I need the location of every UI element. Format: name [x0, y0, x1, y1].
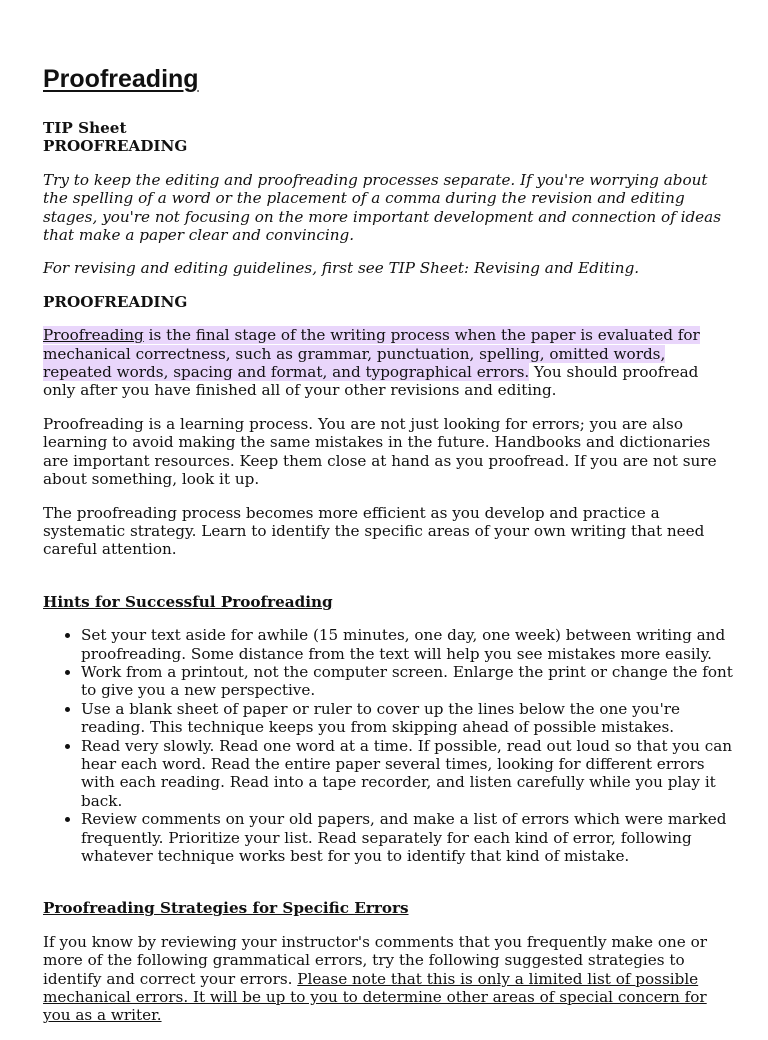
- definition-highlighted-text: is the final stage of the writing process when the paper is evaluated for mechanical correctness, such as grammar, punctuation, spelling, omitted words, repeated words, spacing and format, and typographical errors.: [43, 326, 700, 382]
- hints-list: [43, 626, 733, 865]
- tip-sheet-label: TIP Sheet: [43, 119, 127, 137]
- list-item: • Read very slowly. Read one word at a time. If possible, read out loud so that you can hear each word. Read the entire paper several times, looking for different errors with each reading. Read into a tape recorder, and listen carefully while you play it back.: [81, 737, 733, 811]
- strategies-paragraph: [43, 933, 733, 1025]
- tip-sheet-topic: PROOFREADING: [43, 137, 188, 156]
- tip-sheet-header: [43, 119, 733, 156]
- intro-paragraph: Try to keep the editing and proofreading processes separate. If you're worrying about the spelling of a word or the placement of a comma during the revision and editing stages, you're not focusing on the more important development and connection of ideas that make a paper clear and convincing.: [43, 170, 722, 245]
- learning-paragraph: Proofreading is a learning process. You are not just looking for errors; you are also learning to avoid making the same mistakes in the future. Handbooks and dictionaries are important resources. Keep them close at hand as you proofread. If you are not sure about something, look it up.: [43, 414, 717, 489]
- strategy-paragraph: The proofreading process becomes more efficient as you develop and practice a systematic strategy. Learn to identify the specific areas of your own writing that need careful attention.: [43, 503, 705, 559]
- definition-paragraph: [43, 326, 733, 400]
- list-item: • Review comments on your old papers, and make a list of errors which were marked frequently. Prioritize your list. Read separately for each kind of error, following whatever technique works best for you to identify that kind of mistake.: [81, 810, 733, 865]
- list-item: • Use a blank sheet of paper or ruler to cover up the lines below the one you're reading. This technique keeps you from skipping ahead of possible mistakes.: [81, 700, 733, 737]
- document-body: [43, 119, 733, 1040]
- page-title: Proofreading: [43, 65, 199, 93]
- definition-rest: You should proofread only after you have finished all of your other revisions and editing.: [43, 363, 699, 400]
- list-item: • Set your text aside for awhile (15 minutes, one day, one week) between writing and proofreading. Some distance from the text will help you see mistakes more easily.: [81, 626, 733, 663]
- section-heading-proofreading: PROOFREADING: [43, 292, 188, 311]
- definition-term: Proofreading: [43, 326, 144, 345]
- strategies-underlined-note: Please note that this is only a limited list of possible mechanical errors. It will be up to you to determine other areas of special concern for you as a writer.: [43, 969, 707, 1025]
- strategies-heading: Proofreading Strategies for Specific Errors: [43, 899, 409, 918]
- revising-note: For revising and editing guidelines, first see TIP Sheet: Revising and Editing.: [43, 259, 640, 278]
- list-item: • Work from a printout, not the computer screen. Enlarge the print or change the font to give you a new perspective.: [81, 663, 733, 700]
- strategies-text: If you know by reviewing your instructor's comments that you frequently make one or more of the following grammatical errors, try the following suggested strategies to identify and correct your errors.: [43, 932, 707, 988]
- hints-heading: Hints for Successful Proofreading: [43, 592, 333, 611]
